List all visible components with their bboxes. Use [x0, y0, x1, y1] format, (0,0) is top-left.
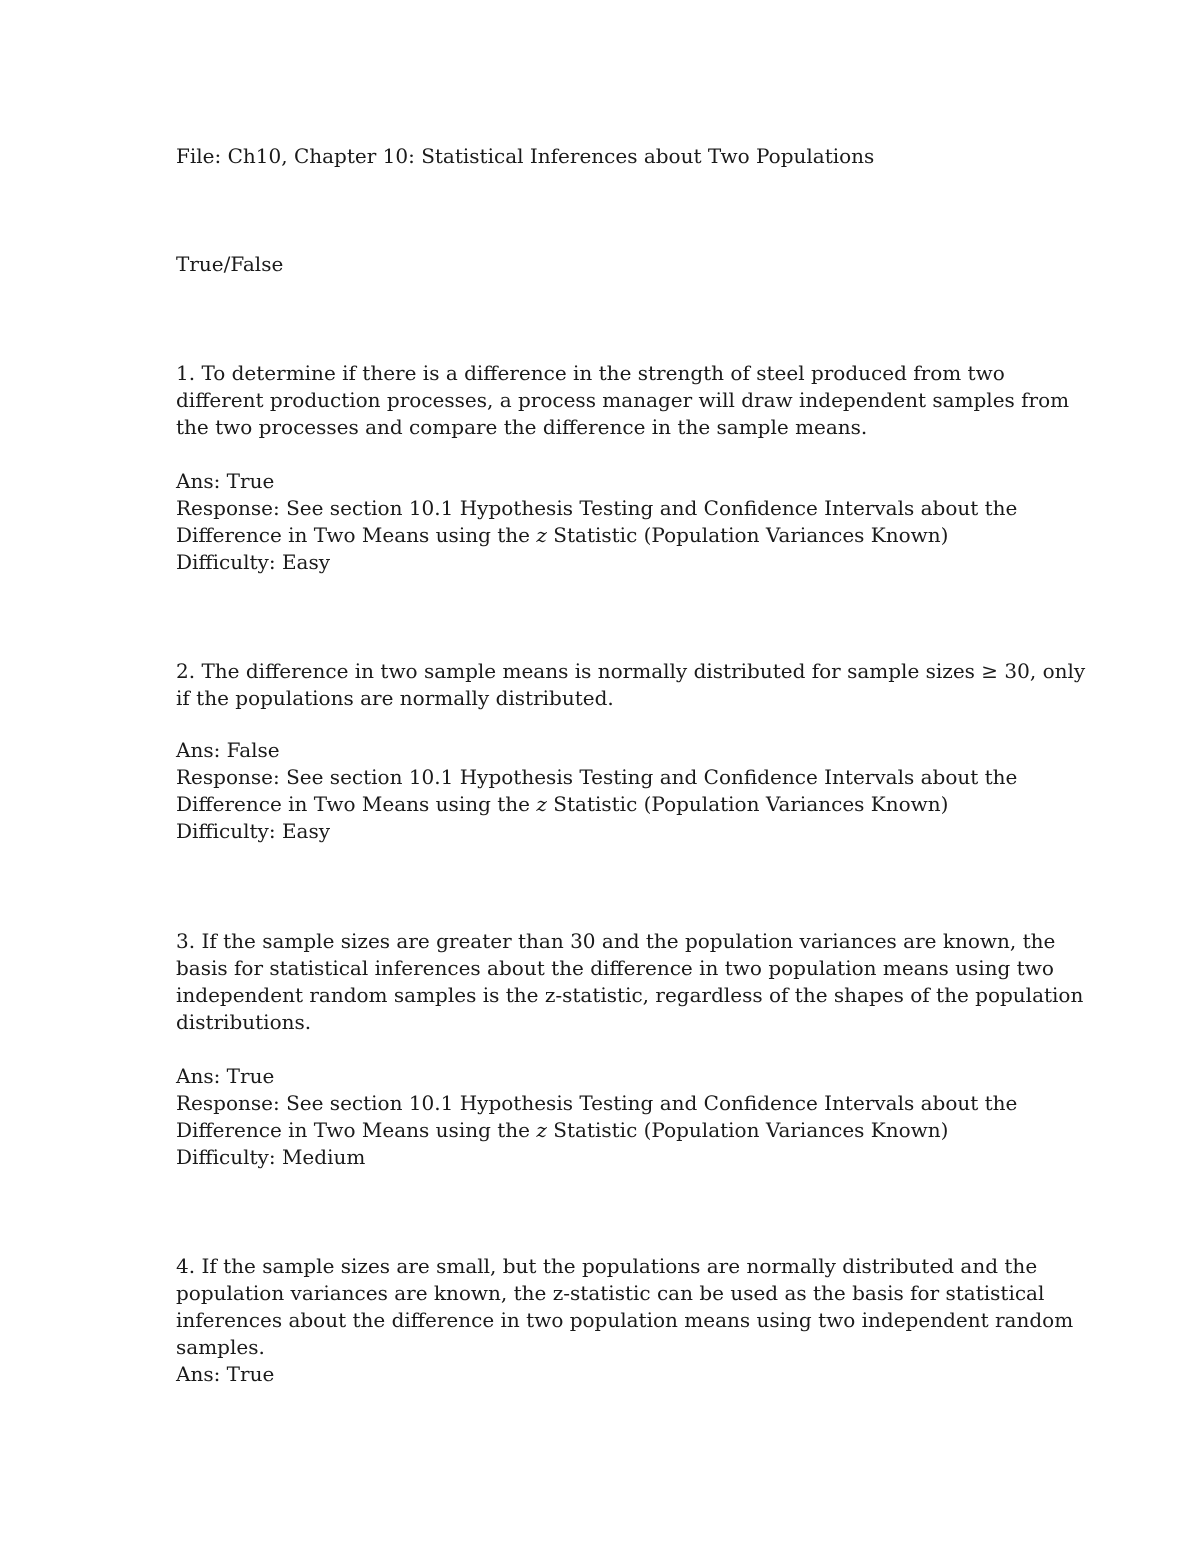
- question-3-text: [176, 928, 1084, 1036]
- question-line: the two processes and compare the difference in the sample means.: [176, 415, 868, 439]
- question-1-answer-block: [176, 468, 1046, 576]
- difficulty: Difficulty: Easy: [176, 819, 331, 843]
- response-text: Statistic (Population Variances Known): [546, 792, 949, 816]
- response-variable: z: [536, 523, 547, 547]
- response-variable: z: [536, 1118, 547, 1142]
- response-text: Difference in Two Means using the: [176, 792, 537, 816]
- response-continued: [176, 791, 1046, 818]
- question-line: inferences about the difference in two population means using two independent random: [176, 1308, 1074, 1332]
- response-variable: z: [536, 792, 547, 816]
- answer: Ans: True: [176, 1362, 275, 1386]
- answer: Ans: True: [176, 1064, 275, 1088]
- question-line: population variances are known, the z-statistic can be used as the basis for statistical: [176, 1281, 1045, 1305]
- answer: Ans: True: [176, 469, 275, 493]
- question-line: different production processes, a process manager will draw independent samples from: [176, 388, 1070, 412]
- question-line: if the populations are normally distributed.: [176, 686, 614, 710]
- question-1-text: [176, 360, 1070, 441]
- question-line: 4. If the sample sizes are small, but the populations are normally distributed and the: [176, 1254, 1038, 1278]
- response-continued: [176, 522, 1046, 549]
- response-text: Difference in Two Means using the: [176, 1118, 537, 1142]
- answer: Ans: False: [176, 738, 280, 762]
- file-header: [176, 143, 1046, 170]
- response: Response: See section 10.1 Hypothesis Testing and Confidence Intervals about the: [176, 765, 1018, 789]
- question-line: 1. To determine if there is a difference in the strength of steel produced from two: [176, 361, 1005, 385]
- question-line: distributions.: [176, 1010, 312, 1034]
- question-line: 3. If the sample sizes are greater than 30 and the population variances are known, the: [176, 929, 1056, 953]
- response: Response: See section 10.1 Hypothesis Testing and Confidence Intervals about the: [176, 496, 1018, 520]
- question-2-answer-block: [176, 737, 1046, 845]
- section-label: [176, 251, 1046, 278]
- question-line: independent random samples is the z-statistic, regardless of the shapes of the population: [176, 983, 1084, 1007]
- difficulty: Difficulty: Medium: [176, 1145, 366, 1169]
- response-text: Difference in Two Means using the: [176, 523, 537, 547]
- question-line: samples.: [176, 1335, 265, 1359]
- response-text: Statistic (Population Variances Known): [546, 1118, 949, 1142]
- response-text: Statistic (Population Variances Known): [546, 523, 949, 547]
- response-continued: [176, 1117, 1046, 1144]
- difficulty: Difficulty: Easy: [176, 550, 331, 574]
- file-title: File: Ch10, Chapter 10: Statistical Inferences about Two Populations: [176, 144, 875, 168]
- section-title: True/False: [176, 252, 284, 276]
- question-line: 2. The difference in two sample means is normally distributed for sample sizes ≥ 30, only: [176, 659, 1086, 683]
- question-line: basis for statistical inferences about the difference in two population means using two: [176, 956, 1054, 980]
- question-3-answer-block: [176, 1063, 1046, 1171]
- question-4-text: [176, 1253, 1074, 1388]
- response: Response: See section 10.1 Hypothesis Testing and Confidence Intervals about the: [176, 1091, 1018, 1115]
- question-2-text: [176, 658, 1086, 712]
